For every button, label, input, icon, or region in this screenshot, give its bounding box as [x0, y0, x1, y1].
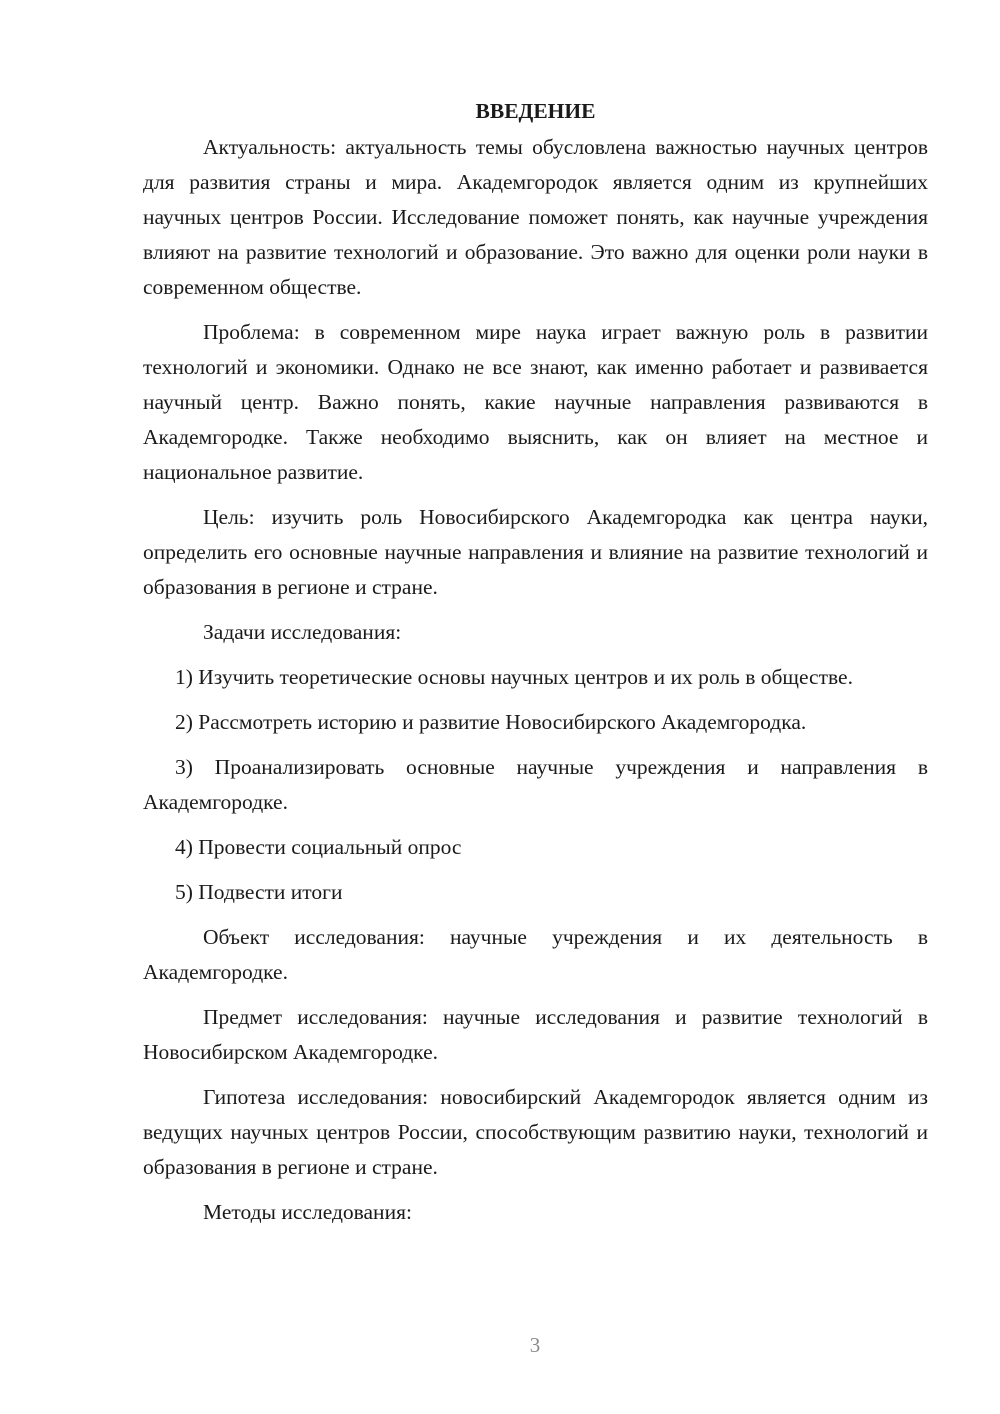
paragraph-subject: Предмет исследования: научные исследования и развитие технологий в Новосибирском Академгородке. — [143, 1005, 928, 1064]
paragraph-methods-title: Методы исследования: — [203, 1200, 412, 1224]
task-item-3: 3) Проанализировать основные научные учреждения и направления в Академгородке. — [143, 755, 928, 814]
paragraph-tasks-title: Задачи исследования: — [203, 620, 402, 644]
paragraph-relevance: Актуальность: актуальность темы обусловлена важностью научных центров для развития страны и мира. Академгородок является одним из крупнейших научных центров России. Исследование поможет понять, как научные учреждения влияют на развитие технологий и образование. Это важно для оценки роли науки в современном обществе. — [143, 135, 928, 299]
page-body — [143, 96, 928, 1240]
paragraph-problem: Проблема: в современном мире наука играет важную роль в развитии технологий и экономики. Однако не все знают, как именно работает и развивается научный центр. Важно понять, какие научные направления развиваются в Академгородке. Также необходимо выяснить, как он влияет на местное и национальное развитие. — [143, 320, 928, 484]
task-item-4: 4) Провести социальный опрос — [175, 835, 462, 859]
paragraph-object: Объект исследования: научные учреждения и их деятельность в Академгородке. — [143, 925, 928, 984]
task-item-5: 5) Подвести итоги — [175, 880, 343, 904]
page-number: 3 — [529, 1333, 541, 1357]
section-heading: ВВЕДЕНИЕ — [475, 99, 596, 123]
task-item-1: 1) Изучить теоретические основы научных центров и их роль в обществе. — [175, 665, 853, 689]
paragraph-hypothesis: Гипотеза исследования: новосибирский Академгородок является одним из ведущих научных центров России, способствующим развитию науки, технологий и образования в регионе и стране. — [143, 1085, 928, 1179]
paragraph-goal: Цель: изучить роль Новосибирского Академгородка как центра науки, определить его основные научные направления и влияние на развитие технологий и образования в регионе и стране. — [143, 505, 928, 599]
task-item-2: 2) Рассмотреть историю и развитие Новосибирского Академгородка. — [175, 710, 807, 734]
